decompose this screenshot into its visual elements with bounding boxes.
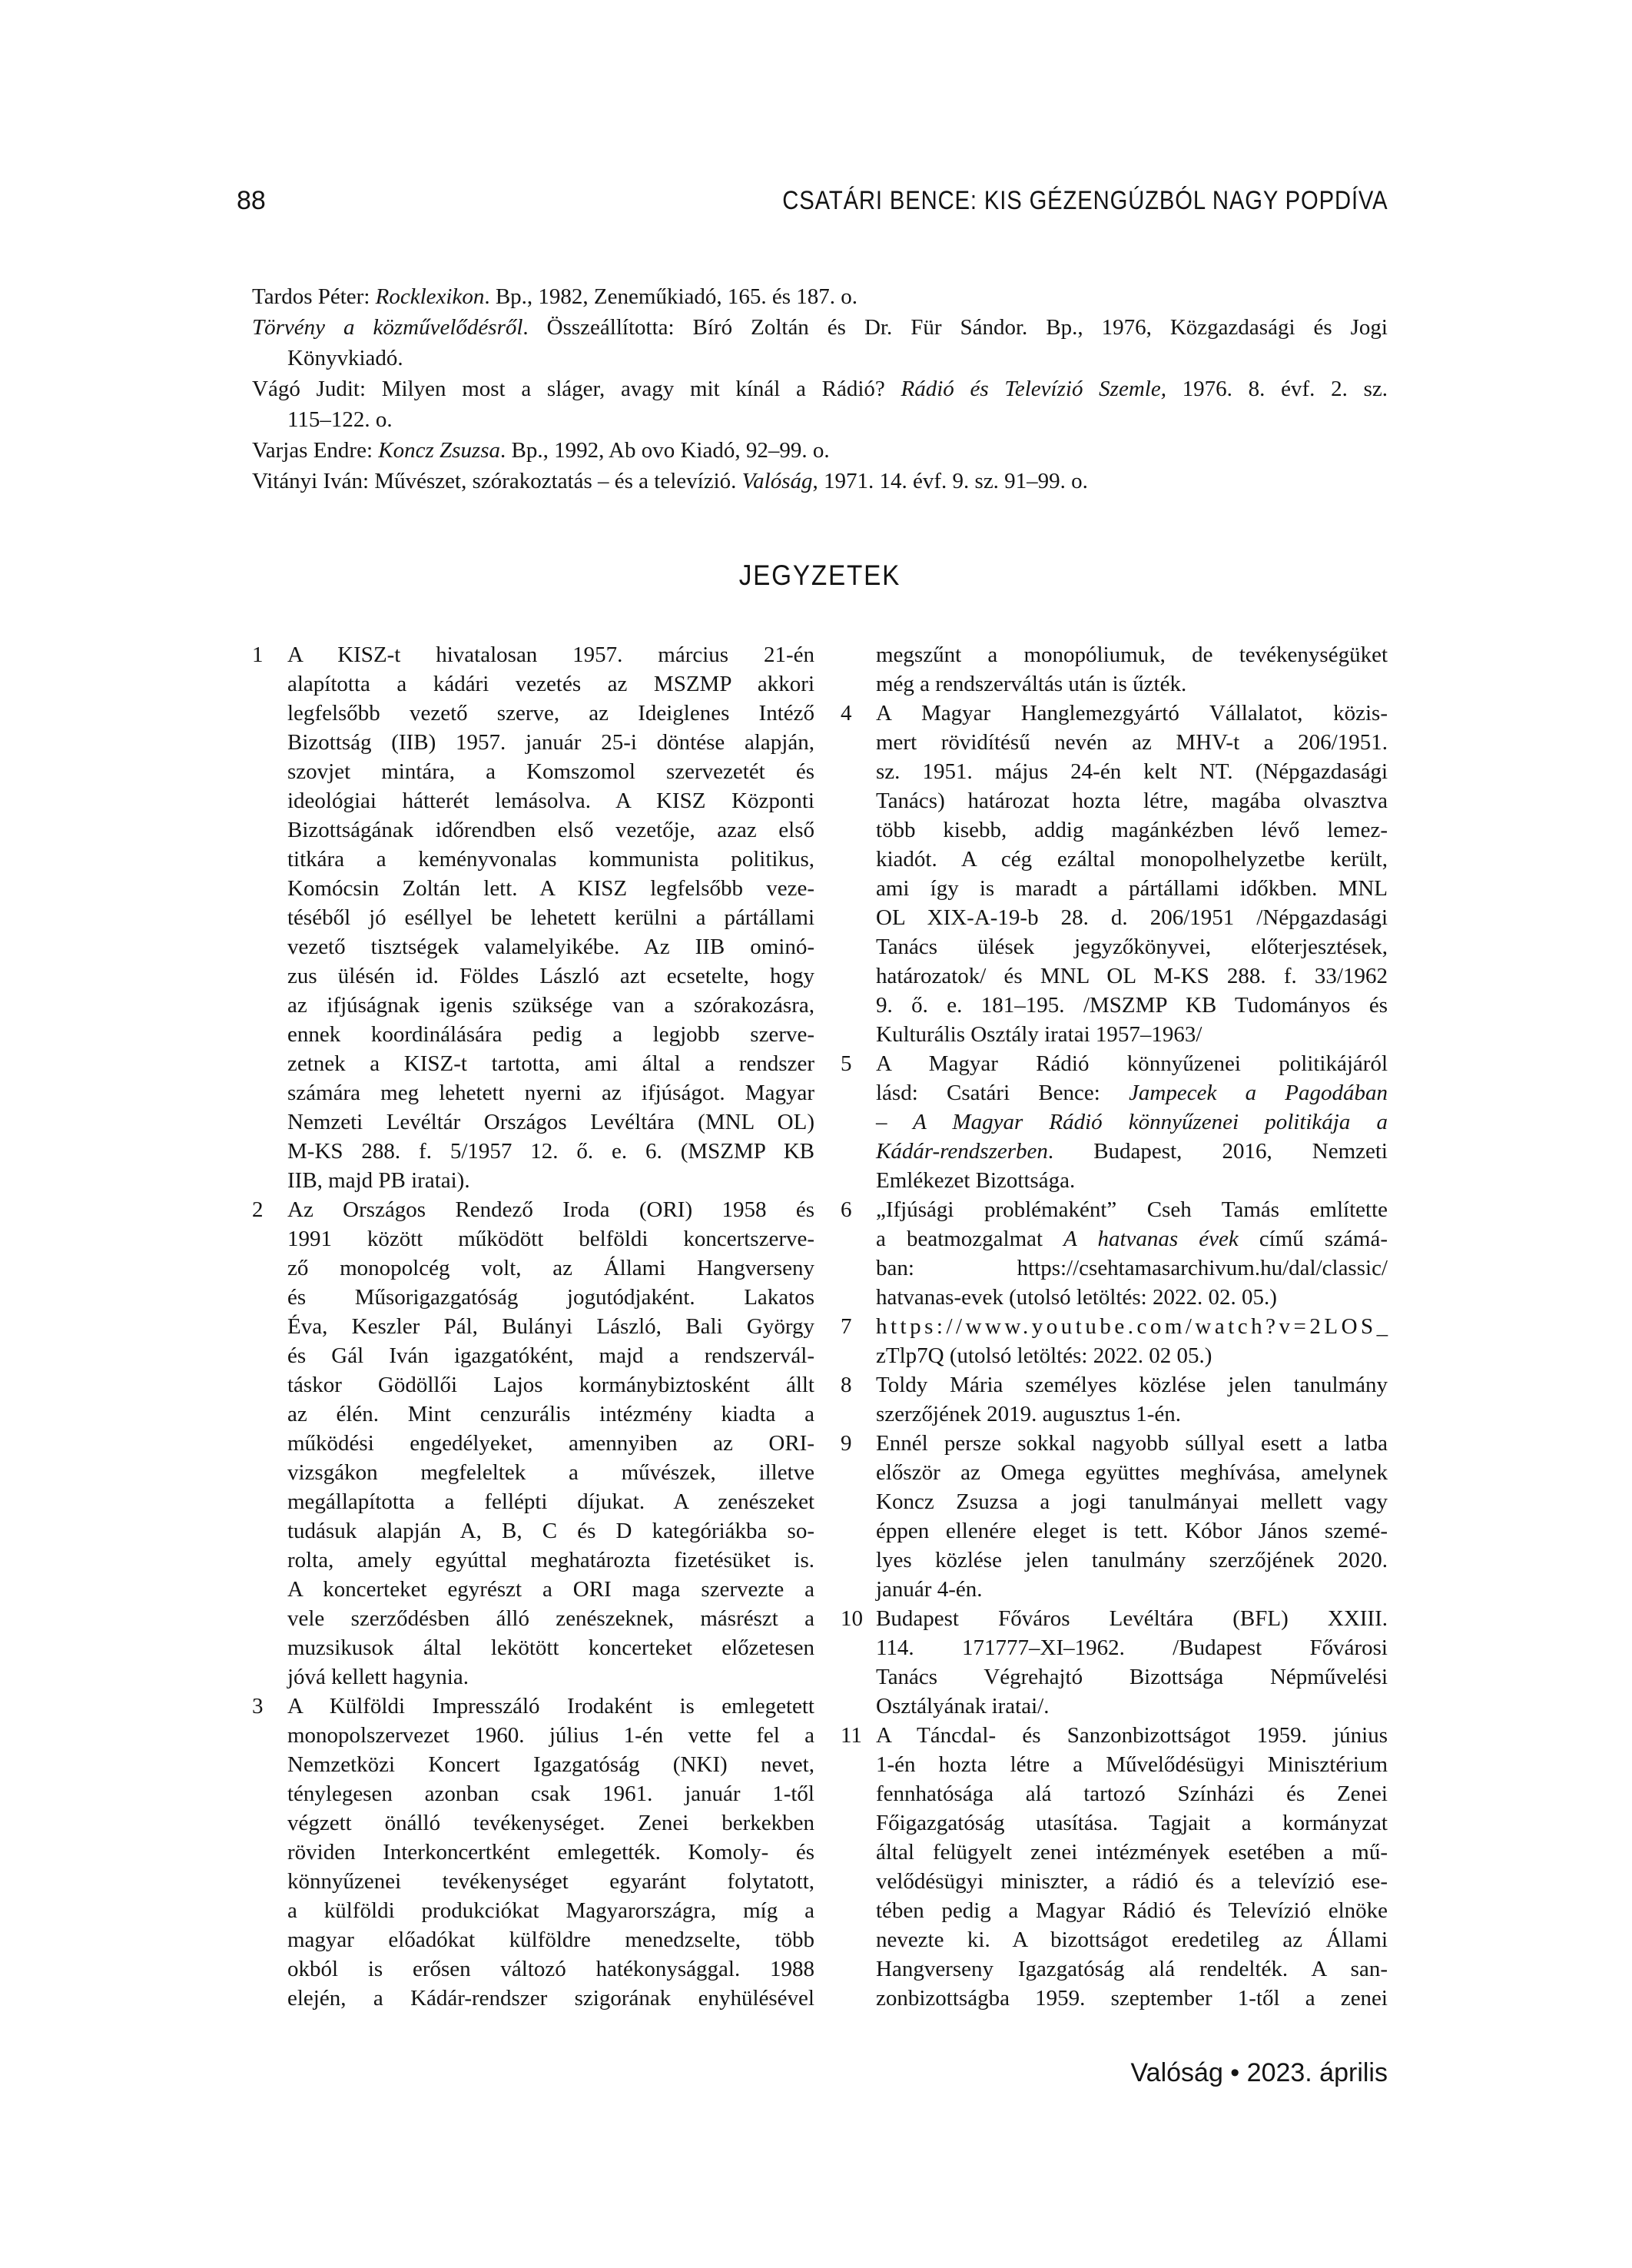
note-line: mert rövidítésű nevén az MHV-t a 206/1951. xyxy=(876,730,1388,755)
bibliography-line: Varjas Endre: Koncz Zsuzsa. Bp., 1992, Ab ovo Kiadó, 92–99. o. xyxy=(252,438,830,463)
note-number: 8 xyxy=(841,1373,852,1397)
note-line: A KISZ-t hivatalosan 1957. március 21-én xyxy=(287,643,814,667)
note-line: még a rendszerváltás után is űzték. xyxy=(876,672,1187,696)
note-line: Főigazgatóság utasítása. Tagjait a kormányzat xyxy=(876,1811,1388,1835)
note-line: Az Országos Rendező Iroda (ORI) 1958 és xyxy=(287,1197,814,1222)
note-line: jóvá kellett hagynia. xyxy=(287,1665,469,1689)
note-text xyxy=(876,1312,1392,1370)
bibliography-entry xyxy=(252,281,1388,312)
note-number: 4 xyxy=(841,701,852,726)
bibliography-entry xyxy=(252,466,1388,496)
note-text xyxy=(876,1370,1388,1429)
note-line: Osztályának iratai/. xyxy=(876,1694,1050,1718)
note-line: elején, a Kádár-rendszer szigorának enyhülésével xyxy=(287,1986,814,2011)
note-line: megszűnt a monopóliumuk, de tevékenységüket xyxy=(876,643,1388,667)
note xyxy=(841,1312,1392,1370)
note-line: határozatok/ és MNL OL M-KS 288. f. 33/1962 xyxy=(876,964,1388,988)
note-line: 114. 171777–XI–1962. /Budapest Fővárosi xyxy=(876,1635,1388,1660)
note-line: Nemzeti Levéltár Országos Levéltára (MNL OL) xyxy=(287,1110,814,1134)
note-line: által felügyelt zenei intézmények esetében a mű- xyxy=(876,1840,1388,1865)
note-line: monopolszervezet 1960. július 1-én vette fel a xyxy=(287,1723,814,1748)
note-line: sz. 1951. május 24-én kelt NT. (Népgazdasági xyxy=(876,759,1388,784)
note xyxy=(252,1195,814,1692)
note xyxy=(252,1692,814,2013)
note-line: M-KS 288. f. 5/1957 12. ő. e. 6. (MSZMP KB xyxy=(287,1139,814,1164)
note-number: 5 xyxy=(841,1051,852,1076)
note-line: először az Omega együttes meghívása, amelynek xyxy=(876,1460,1388,1485)
bibliography-line: Vitányi Iván: Művészet, szórakoztatás – és a televízió. Valóság, 1971. 14. évf. 9. sz. 91–99. o. xyxy=(252,469,1088,493)
bibliography xyxy=(252,281,1388,496)
bibliography-line: Vágó Judit: Milyen most a sláger, avagy mit kínál a Rádió? Rádió és Televízió Szemle, 1976. 8. évf. 2. sz. xyxy=(252,377,1388,401)
note-line: könnyűzenei tevékenységet egyaránt folytatott, xyxy=(287,1869,814,1894)
note-line: A Magyar Rádió könnyűzenei politikájáról xyxy=(876,1051,1388,1076)
note-text xyxy=(287,1692,814,2013)
note xyxy=(841,1604,1388,1721)
note-line: rolta, amely egyúttal meghatározta fizetésüket is. xyxy=(287,1548,814,1572)
note-line: Koncz Zsuzsa a jogi tanulmányai mellett vagy xyxy=(876,1489,1388,1514)
note-line: ami így is maradt a pártállami időkben. MNL xyxy=(876,876,1388,901)
note-line: Kulturális Osztály iratai 1957–1963/ xyxy=(876,1022,1202,1047)
note-line: A koncerteket egyrészt a ORI maga szervezte a xyxy=(287,1577,814,1602)
note-line: lyes közlése jelen tanulmány szerzőjének 2020. xyxy=(876,1548,1388,1572)
note-line: táskor Gödöllői Lajos kormánybiztosként állt xyxy=(287,1373,814,1397)
note-line: a külföldi produkciókat Magyarországra, míg a xyxy=(287,1898,814,1923)
bibliography-line: 115–122. o. xyxy=(287,407,393,432)
note-line: 1991 között működött belföldi koncertszerve- xyxy=(287,1227,814,1251)
note-line: Éva, Keszler Pál, Bulányi László, Bali György xyxy=(287,1314,814,1339)
notes-heading xyxy=(252,560,1388,592)
note-line: muzsikusok által lekötött koncerteket előzetesen xyxy=(287,1635,814,1660)
note-line: Emlékezet Bizottsága. xyxy=(876,1168,1076,1193)
note-line: vizsgákon megfeleltek a művészek, illetve xyxy=(287,1460,814,1485)
running-title: CSATÁRI BENCE: KIS GÉZENGÚZBÓL NAGY POPDÍVA xyxy=(781,186,1388,215)
note-line: zTlp7Q (utolsó letöltés: 2022. 02 05.) xyxy=(876,1343,1212,1368)
notes-heading-text: JEGYZETEK xyxy=(738,560,901,591)
note-line: 1-én hozta létre a Művelődésügyi Minisztérium xyxy=(876,1752,1388,1777)
note-line: kiadót. A cég ezáltal monopolhelyzetbe került, xyxy=(876,847,1388,872)
note-line: A Külföldi Impresszáló Irodaként is emlegetett xyxy=(287,1694,814,1718)
note-number: 7 xyxy=(841,1314,852,1339)
note xyxy=(841,1721,1388,2013)
note xyxy=(841,1429,1388,1604)
note-line: éppen ellenére eleget is tett. Kóbor János szemé- xyxy=(876,1519,1388,1543)
note-line: zus ülésén id. Földes László azt ecsetelte, hogy xyxy=(287,964,814,988)
note-line: Bizottságának időrendben első vezetője, azaz első xyxy=(287,818,814,842)
note-line: A Táncdal- és Sanzonbizottságot 1959. június xyxy=(876,1723,1388,1748)
running-head xyxy=(237,187,1388,214)
note-line: ző monopolcég volt, az Állami Hangverseny xyxy=(287,1256,814,1280)
note-line: Ennél persze sokkal nagyobb súllyal esett a latba xyxy=(876,1431,1388,1456)
note-text xyxy=(287,640,814,1195)
note-line: IIB, majd PB iratai). xyxy=(287,1168,470,1193)
note-line: velődésügyi miniszter, a rádió és a televízió ese- xyxy=(876,1869,1388,1894)
note-line: okból is erősen változó hatékonysággal. 1988 xyxy=(287,1957,814,1981)
note xyxy=(841,1370,1388,1429)
note-line: az élén. Mint cenzurális intézmény kiadta a xyxy=(287,1402,814,1426)
note-number: 6 xyxy=(841,1197,852,1222)
note-number: 10 xyxy=(841,1606,863,1631)
bibliography-line: Törvény a közművelődésről. Összeállította: Bíró Zoltán és Dr. Für Sándor. Bp., 1976, Közgazdasági és Jogi xyxy=(252,315,1388,340)
note-line: alapította a kádári vezetés az MSZMP akkori xyxy=(287,672,814,696)
note-line: https://www.youtube.com/watch?v=2LOS_ xyxy=(876,1314,1392,1339)
note-line: végzett önálló tevékenységet. Zenei berkekben xyxy=(287,1811,814,1835)
note-line: vele szerződésben álló zenészeknek, másrészt a xyxy=(287,1606,814,1631)
note-text xyxy=(876,1604,1388,1721)
page-number: 88 xyxy=(237,186,266,215)
note-line: több kisebb, addig magánkézben lévő lemez- xyxy=(876,818,1388,842)
note-line: – A Magyar Rádió könnyűzenei politikája a xyxy=(876,1110,1388,1134)
note-line: OL XIX-A-19-b 28. d. 206/1951 /Népgazdasági xyxy=(876,905,1388,930)
note-line: Toldy Mária személyes közlése jelen tanulmány xyxy=(876,1373,1388,1397)
note-line: ténylegesen azonban csak 1961. január 1-től xyxy=(287,1782,814,1806)
note-line: a beatmozgalmat A hatvanas évek című számá- xyxy=(876,1227,1388,1251)
note-text xyxy=(876,1429,1388,1604)
note xyxy=(252,640,814,1195)
note-line: Komócsin Zoltán lett. A KISZ legfelsőbb veze- xyxy=(287,876,814,901)
notes-section xyxy=(252,640,1392,2013)
note-line: és Gál Iván igazgatóként, majd a rendszervál- xyxy=(287,1343,814,1368)
note-line: Nemzetközi Koncert Igazgatóság (NKI) nevet, xyxy=(287,1752,814,1777)
bibliography-entry xyxy=(252,435,1388,466)
note-line: működési engedélyeket, amennyiben az ORI- xyxy=(287,1431,814,1456)
note-line: 9. ő. e. 181–195. /MSZMP KB Tudományos és xyxy=(876,993,1388,1018)
note-line: Kádár-rendszerben. Budapest, 2016, Nemzeti xyxy=(876,1139,1388,1164)
note-text xyxy=(287,1195,814,1692)
note-line: Bizottság (IIB) 1957. január 25-i döntése alapján, xyxy=(287,730,814,755)
notes-column-left xyxy=(252,640,814,2013)
note-line: Hangverseny Igazgatóság alá rendelték. A san- xyxy=(876,1957,1388,1981)
notes-column-right xyxy=(814,640,1392,2013)
note-line: A Magyar Hanglemezgyártó Vállalatot, közis- xyxy=(876,701,1388,726)
note-line: Tanács ülések jegyzőkönyvei, előterjesztések, xyxy=(876,935,1388,959)
note xyxy=(841,699,1388,1049)
note-line: január 4-én. xyxy=(876,1577,983,1602)
note-line: vezető tisztségek valamelyikébe. Az IIB ominó- xyxy=(287,935,814,959)
note-line: az ifjúságnak igenis szüksége van a szórakozásra, xyxy=(287,993,814,1018)
note-line: zetnek a KISZ-t tartotta, ami által a rendszer xyxy=(287,1051,814,1076)
note-line: szerzőjének 2019. augusztus 1-én. xyxy=(876,1402,1182,1426)
note-line: megállapította a fellépti díjukat. A zenészeket xyxy=(287,1489,814,1514)
note xyxy=(841,1195,1388,1312)
note-line: röviden Interkoncertként emlegették. Komoly- és xyxy=(287,1840,814,1865)
note-line: Budapest Főváros Levéltára (BFL) XXIII. xyxy=(876,1606,1388,1631)
note-line: ban: https://csehtamasarchivum.hu/dal/classic/ xyxy=(876,1256,1388,1280)
note-line: hatvanas-evek (utolsó letöltés: 2022. 02. 05.) xyxy=(876,1285,1277,1310)
bibliography-entry xyxy=(252,312,1388,374)
note-line: számára meg lehetett nyerni az ifjúságot. Magyar xyxy=(287,1081,814,1105)
note-line: tében pedig a Magyar Rádió és Televízió elnöke xyxy=(876,1898,1388,1923)
note-line: téséből jó eséllyel be lehetett kerülni a pártállami xyxy=(287,905,814,930)
note-line: tudásuk alapján A, B, C és D kategóriákba so- xyxy=(287,1519,814,1543)
note-text xyxy=(876,699,1388,1049)
bibliography-entry xyxy=(252,374,1388,435)
note-line: titkára a keményvonalas kommunista politikus, xyxy=(287,847,814,872)
note-line: ideológiai hátterét lemásolva. A KISZ Központi xyxy=(287,789,814,813)
note-text xyxy=(876,1049,1388,1195)
note-line: „Ifjúsági problémaként” Cseh Tamás említette xyxy=(876,1197,1388,1222)
note-number: 9 xyxy=(841,1431,852,1456)
note-number: 2 xyxy=(252,1197,264,1222)
note-line: lásd: Csatári Bence: Jampecek a Pagodában xyxy=(876,1081,1388,1105)
note-line: ennek koordinálására pedig a legjobb szerve- xyxy=(287,1022,814,1047)
page-footer: Valóság • 2023. április xyxy=(1130,2058,1388,2087)
note xyxy=(841,1049,1388,1195)
note-line: fennhatósága alá tartozó Színházi és Zenei xyxy=(876,1782,1388,1806)
note-number: 1 xyxy=(252,643,264,667)
note-line: legfelsőbb vezető szerve, az Ideiglenes Intéző xyxy=(287,701,814,726)
note-text xyxy=(876,1721,1388,2013)
note-line: és Műsorigazgatóság jogutódjaként. Lakatos xyxy=(287,1285,814,1310)
note-line: nevezte ki. A bizottságot eredetileg az Állami xyxy=(876,1928,1388,1952)
note-number xyxy=(841,640,876,699)
note-line: szovjet mintára, a Komszomol szervezetét és xyxy=(287,759,814,784)
note-number: 3 xyxy=(252,1694,264,1718)
note-number: 11 xyxy=(841,1723,862,1748)
note-line: zonbizottságba 1959. szeptember 1-től a zenei xyxy=(876,1986,1388,2011)
note-line: magyar előadókat külföldre menedzselte, több xyxy=(287,1928,814,1952)
note-text xyxy=(876,1195,1388,1312)
bibliography-line: Tardos Péter: Rocklexikon. Bp., 1982, Zeneműkiadó, 165. és 187. o. xyxy=(252,284,858,309)
note-line: Tanács Végrehajtó Bizottsága Népművelési xyxy=(876,1665,1388,1689)
note-text xyxy=(876,640,1388,699)
note-line: Tanács) határozat hozta létre, magába olvasztva xyxy=(876,789,1388,813)
note xyxy=(841,640,1388,699)
bibliography-line: Könyvkiadó. xyxy=(287,346,403,370)
